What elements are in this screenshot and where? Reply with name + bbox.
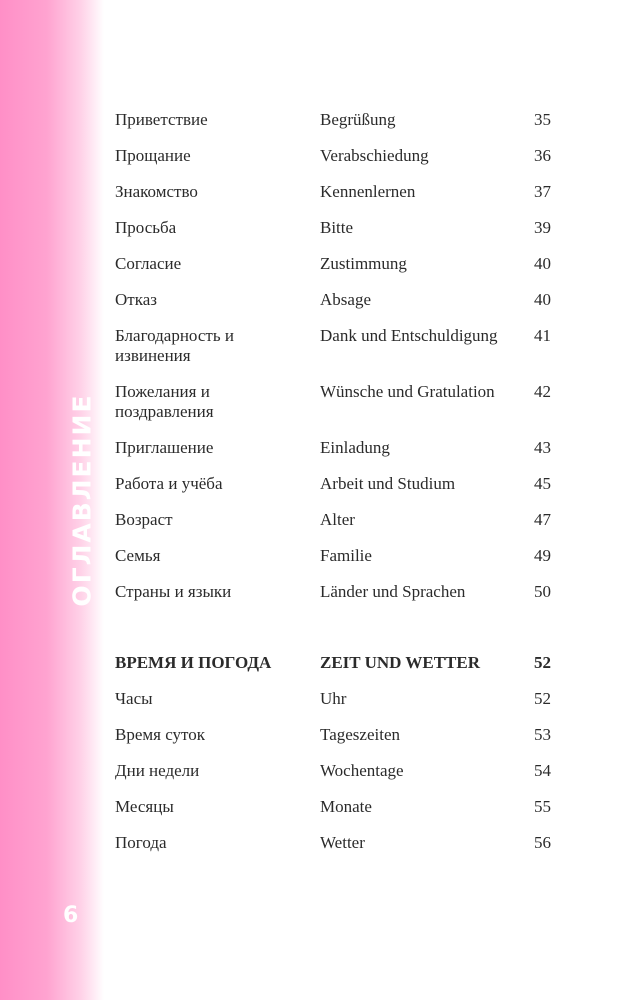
- toc-entry-ru: Отказ: [115, 290, 157, 309]
- toc-entry-ru: Дни недели: [115, 761, 200, 780]
- toc-entry-de: Länder und Sprachen: [320, 582, 466, 601]
- toc-entry-ru: Просьба: [115, 218, 177, 237]
- side-band: [0, 0, 104, 1000]
- toc-row[interactable]: [115, 326, 551, 382]
- toc-entry-page: 36: [534, 146, 551, 165]
- table-of-contents: [115, 110, 551, 869]
- toc-entry-ru: Благодарность и извинения: [115, 326, 234, 365]
- toc-entry-ru: Пожелания и поздравления: [115, 382, 214, 421]
- toc-entry-page: 55: [534, 797, 551, 816]
- toc-entry-de: Dank und Entschuldigung: [320, 326, 498, 345]
- toc-entry-page: 52: [534, 689, 551, 708]
- toc-entry-ru: Прощание: [115, 146, 191, 165]
- toc-entry-de: Kennenlernen: [320, 182, 416, 201]
- toc-row[interactable]: [115, 582, 551, 618]
- toc-entry-page: 37: [534, 182, 551, 201]
- toc-section-heading[interactable]: [115, 653, 551, 689]
- toc-row[interactable]: [115, 833, 551, 869]
- toc-entry-page: 50: [534, 582, 551, 601]
- toc-entry-de: Wochentage: [320, 761, 404, 780]
- toc-entry-ru: Часы: [115, 689, 153, 708]
- toc-row[interactable]: [115, 182, 551, 218]
- side-title: ОГЛАВЛЕНИЕ: [67, 393, 97, 607]
- toc-row[interactable]: [115, 438, 551, 474]
- toc-row[interactable]: [115, 290, 551, 326]
- toc-entry-de: Absage: [320, 290, 371, 309]
- toc-entry-de: Zustimmung: [320, 254, 407, 273]
- toc-entry-page: 42: [534, 382, 551, 401]
- toc-entry-ru: Работа и учёба: [115, 474, 223, 493]
- toc-row[interactable]: [115, 725, 551, 761]
- toc-entry-page: 41: [534, 326, 551, 345]
- toc-entry-page: 49: [534, 546, 551, 565]
- toc-entry-page: 35: [534, 110, 551, 129]
- toc-entry-page: 40: [534, 254, 551, 273]
- toc-entry-de: Wünsche und Gratulation: [320, 382, 495, 401]
- toc-entry-page: 54: [534, 761, 551, 780]
- toc-row[interactable]: [115, 510, 551, 546]
- toc-row[interactable]: [115, 254, 551, 290]
- toc-entry-de: Familie: [320, 546, 372, 565]
- toc-entry-de: Bitte: [320, 218, 354, 237]
- toc-entry-ru: Согласие: [115, 254, 182, 273]
- toc-entry-ru: Семья: [115, 546, 161, 565]
- toc-row[interactable]: [115, 146, 551, 182]
- toc-entry-page: 39: [534, 218, 551, 237]
- toc-entry-de: Wetter: [320, 833, 365, 852]
- toc-entry-page: 40: [534, 290, 551, 309]
- toc-entry-de: Einladung: [320, 438, 390, 457]
- toc-row[interactable]: [115, 797, 551, 833]
- toc-row[interactable]: [115, 382, 551, 438]
- section-heading-de: ZEIT UND WETTER: [320, 653, 480, 672]
- toc-entry-de: Verabschiedung: [320, 146, 429, 165]
- toc-entry-ru: Погода: [115, 833, 167, 852]
- toc-entry-page: 45: [534, 474, 551, 493]
- section-heading-page: 52: [534, 653, 551, 672]
- toc-entry-ru: Месяцы: [115, 797, 174, 816]
- toc-entry-ru: Приветствие: [115, 110, 208, 129]
- toc-entry-ru: Знакомство: [115, 182, 198, 201]
- toc-entry-de: Begrüßung: [320, 110, 396, 129]
- toc-entry-de: Uhr: [320, 689, 347, 708]
- toc-row[interactable]: [115, 110, 551, 146]
- toc-row[interactable]: [115, 689, 551, 725]
- section-heading-ru: ВРЕМЯ И ПОГОДА: [115, 653, 272, 672]
- toc-row[interactable]: [115, 761, 551, 797]
- toc-entry-ru: Время суток: [115, 725, 205, 744]
- toc-entry-page: 47: [534, 510, 551, 529]
- toc-row[interactable]: [115, 218, 551, 254]
- toc-row[interactable]: [115, 474, 551, 510]
- toc-entry-page: 53: [534, 725, 551, 744]
- toc-entry-ru: Приглашение: [115, 438, 214, 457]
- toc-entry-page: 56: [534, 833, 551, 852]
- toc-row[interactable]: [115, 546, 551, 582]
- toc-entry-de: Alter: [320, 510, 355, 529]
- section-gap: [115, 618, 551, 653]
- toc-entry-de: Monate: [320, 797, 372, 816]
- toc-entry-ru: Возраст: [115, 510, 173, 529]
- toc-entry-ru: Страны и языки: [115, 582, 232, 601]
- page-number: 6: [63, 903, 79, 928]
- toc-entry-de: Tageszeiten: [320, 725, 400, 744]
- toc-entry-de: Arbeit und Studium: [320, 474, 456, 493]
- toc-entry-page: 43: [534, 438, 551, 457]
